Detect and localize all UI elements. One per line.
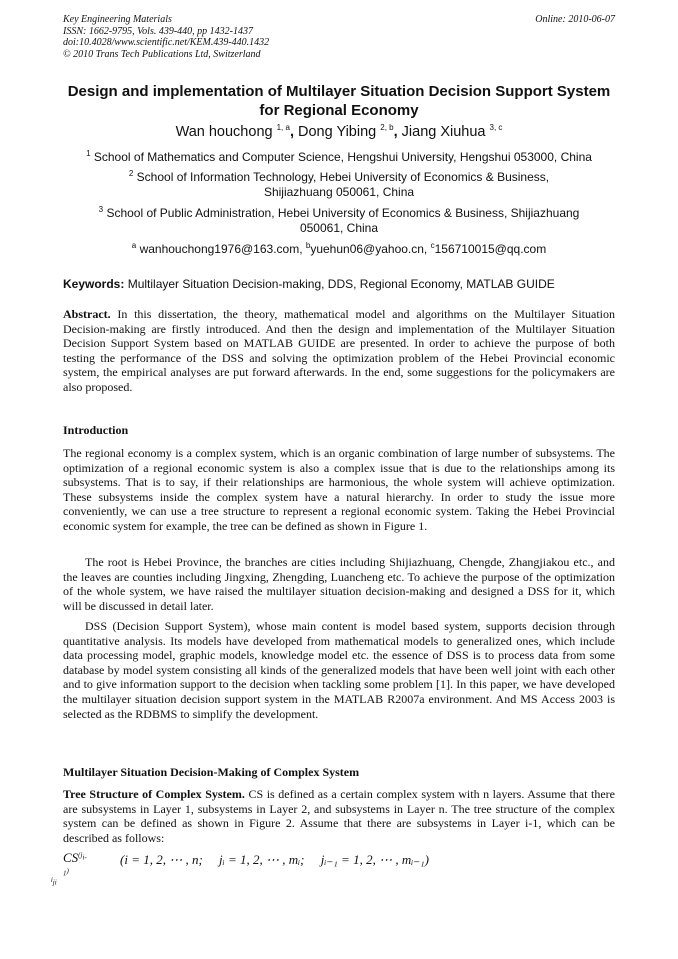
email-line (63, 242, 615, 257)
introduction-heading: Introduction (63, 423, 129, 437)
keywords (63, 277, 615, 291)
abstract-label: Abstract. (63, 307, 111, 321)
intro-paragraph-3: DSS (Decision Support System), whose main content is model based system, supports decision through quantitative analysis. Its models have developed from mathematical models to generalized ones, which include data processing model, graphic models, knowledge model etc. the essence of DSS is to process data from some database by model system consisting all kinds of the generalized models that have been well joint with each other and to give information support to the decision when tackling some problem [1]. In this paper, we have developed the multilayer situation decision support system in the MATLAB R2007a environment. And MS Access 2003 is selected as the RDBMS to simplify the development. (63, 619, 615, 721)
email-text: 156710015@qq.com (434, 242, 547, 256)
email-sup: c (430, 241, 435, 250)
online-date: Online: 2010-06-07 (535, 14, 615, 25)
keywords-text: Multilayer Situation Decision-making, DDS, Regional Economy, MATLAB GUIDE (127, 277, 555, 291)
affiliation-2 (100, 170, 578, 200)
affiliation-sup: 1 (86, 149, 91, 158)
email-sup: a (131, 241, 137, 250)
intro-paragraph-1: The regional economy is a complex system, which is an organic combination of large number of subsystems. The optimization of a regional economic system is also a complex issue that is due to the relationships among its subsystems. That is to say, if their relationships are harmonious, the whole system will achieve optimization. These subsystems inside the complex system have a natural hierarchy. In order to study the issue more conveniently, we can use a tree structure to represent a regional economic system. Taking the Hebei Provincial economic system for example, the tree can be defined as shown in Figure 1. (63, 446, 615, 533)
author-sup: 2, b (380, 123, 394, 133)
affiliation-sup: 2 (128, 169, 134, 178)
tree-structure-paragraph (63, 787, 615, 845)
copyright-line: © 2010 Trans Tech Publications Ltd, Switzerland (63, 48, 261, 60)
journal-header (63, 14, 269, 60)
affiliation-sup: 3 (98, 205, 104, 214)
author-sup: 3, c (489, 123, 503, 133)
formula (50, 848, 615, 886)
affiliation-1 (63, 150, 615, 165)
author-sup: 1, a (276, 123, 290, 133)
author-name: Wan houchong (175, 124, 273, 140)
intro-paragraph-2: The root is Hebei Province, the branches are cities including Shijiazhuang, Chengde, Zhangjiakou etc., and the leaves are counties including Jingxing, Zhengding, Luancheng etc. To achieve the purpose of the optimization of the whole system, we have raised the multilayer situation decision-making and designed a DSS for it, which will be discussed in detail later. (63, 555, 615, 613)
tree-structure-label: Tree Structure of Complex System. (63, 787, 245, 801)
issn-line: ISSN: 1662-9795, Vols. 439-440, pp 1432-1437 (63, 25, 253, 37)
journal-name: Key Engineering Materials (63, 14, 172, 25)
affiliation-text: School of Information Technology, Hebei University of Economics & Business, Shijiazhuang 050061, China (136, 170, 550, 199)
author-line: Wan houchong $^{1, a}$, Dong Yibing $^{2, b}$, Jiang Xiuhua $^{3, c}$ (175, 123, 503, 140)
formula-index-ranges: (i = 1, 2, ⋯ , n; jᵢ = 1, 2, ⋯ , mᵢ; jᵢ₋₁ = 1, 2, ⋯ , mᵢ₋₁) (120, 852, 429, 867)
email-sup: b (305, 241, 311, 250)
doi-line: doi:10.4028/www.scientific.net/KEM.439-440.1432 (63, 37, 270, 48)
tree-structure-text: CS is defined as a certain complex system with n layers. Assume that there are subsystems in Layer 1, subsystems in Layer 2, and subsystems in Layer n. The tree structure of the complex system can be defined as shown in Figure 2. Assume that there are subsystems in Layer i-1, which can be described as follows: (63, 787, 616, 845)
email-text: wanhouchong1976@163.com, (139, 242, 303, 256)
author-name: Dong Yibing (298, 124, 377, 140)
keywords-label: Keywords: (63, 277, 125, 291)
paper-title: Design and implementation of Multilayer Situation Decision Support System for Regional Economy (67, 83, 611, 119)
affiliation-text: School of Public Administration, Hebei University of Economics & Business, Shijiazhuang 050061, China (106, 206, 580, 235)
abstract-text: In this dissertation, the theory, mathematical model and algorithms on the Multilayer Situation Decision-making are firstly introduced. And then the design and implementation of the Multilayer Situation Decision Support System based on MATLAB GUIDE are presented. In order to achieve the purpose of both testing the performance of the DSS and solving the optimization problem of the Hebei Provincial economic system, the empirical analyses are put forward afterwards. In the end, some suggestions for the policymakers are also proposed. (63, 307, 615, 394)
affiliation-3 (80, 206, 598, 236)
email-text: yuehun06@yahoo.cn, (310, 242, 428, 256)
affiliation-text: School of Mathematics and Computer Science, Hengshui University, Hengshui 053000, China (93, 150, 592, 164)
author-name: Jiang Xiuhua (401, 124, 486, 140)
abstract (63, 307, 615, 395)
section-heading: Multilayer Situation Decision-Making of Complex System (63, 765, 360, 779)
formula-cs: $CS^{(j_{i-1})}_{i_{ji}}$ (50, 850, 87, 886)
